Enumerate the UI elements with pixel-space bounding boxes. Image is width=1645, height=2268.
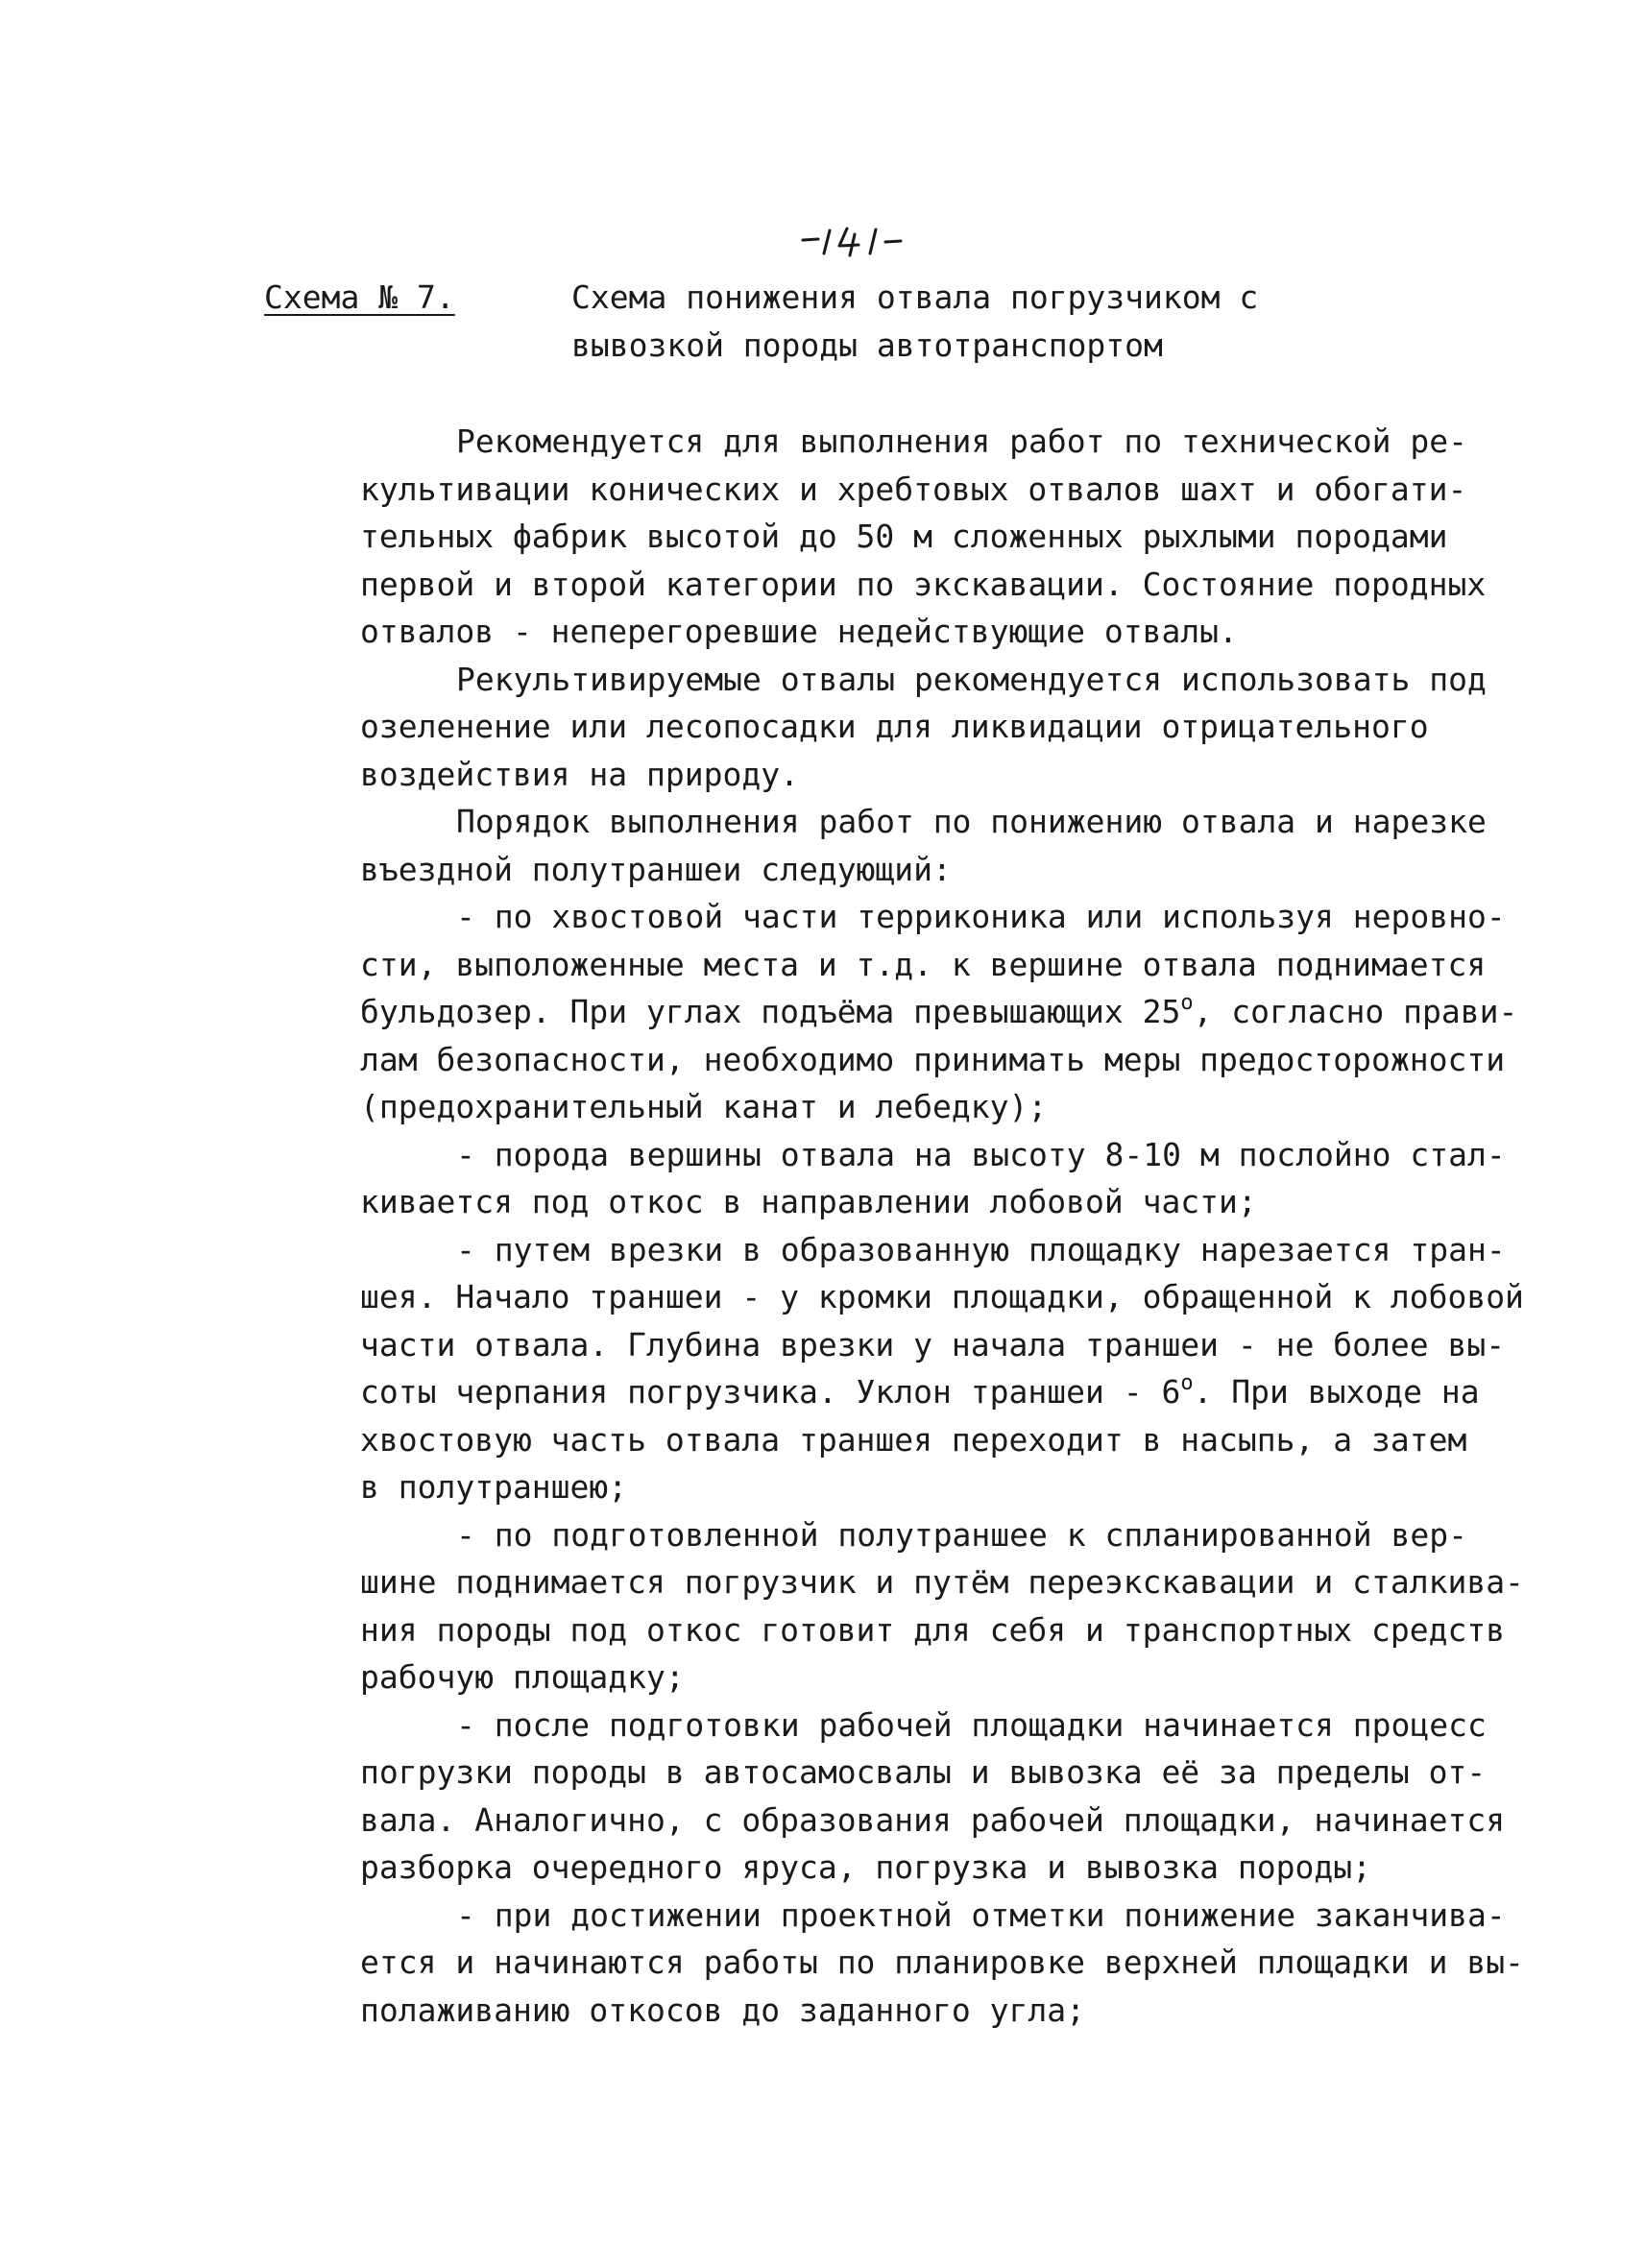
scheme-label: Схема № 7. [264,278,455,316]
text-line: ния породы под откос готовит для себя и транспортных средств [360,1610,1506,1649]
text-line: Рекультивируемые отвалы рекомендуется использовать под [456,660,1487,698]
handwritten-page-number [797,213,951,261]
text-line: сти, выположенные места и т.д. к вершине отвала поднимается [360,945,1487,983]
document-body [264,418,1524,2034]
text-line: лам безопасности, необходимо принимать меры предосторожности [360,1040,1506,1078]
text-line: - по подготовленной полутраншее к спланированной вер- [456,1515,1467,1554]
text-line: (предохранительный канат и лебедку); [360,1088,1048,1125]
text-line: - порода вершины отвала на высоту 8-10 м послойно стал- [456,1135,1506,1173]
text-line: - путем врезки в образованную площадку нарезается тран- [456,1230,1506,1268]
text-line: отвалов - неперегоревшие недействующие отвалы. [360,613,1238,650]
scheme-title-line: Схема понижения отвала погрузчиком с [571,278,1259,316]
text-line: в полутраншею; [360,1468,628,1506]
text-line: культивации конических и хребтовых отвалов шахт и обогати- [360,470,1467,508]
text-line: кивается под откос в направлении лобовой части; [360,1183,1257,1220]
text-line: - при достижении проектной отметки понижение заканчива- [456,1895,1506,1934]
text-line [264,1368,1480,1416]
list-item-bulldozer [264,893,1518,1131]
text-line: ется и начинаются работы по планировке верхней площадки и вы- [360,1943,1524,1981]
list-item-loading [264,1701,1506,1892]
text-line: Рекомендуется для выполнения работ по технической ре- [456,422,1467,460]
scheme-title-line: вывозкой породы автотранспортом [571,326,1163,364]
text-line: разборка очередного яруса, погрузка и вывозка породы; [360,1848,1371,1886]
list-item-layer-push [264,1131,1506,1226]
text-line: погрузки породы в автосамосвалы и вывозка её за пределы от- [360,1753,1487,1791]
text-segment: соты черпания погрузчика. Уклон траншеи - 6 [360,1373,1181,1411]
degree-superscript: о [1180,991,1194,1015]
paragraph-procedure-intro [264,798,1487,893]
text-line: воздействия на природу. [360,755,799,793]
text-line: хвостовую часть отвала траншея переходит в насыпь, а затем [360,1420,1467,1459]
text-line: шине поднимается погрузчик и путём переэкскавации и сталкива- [360,1563,1524,1601]
paragraph-usage [264,656,1487,799]
text-segment: бульдозер. При углах подъёма превышающих 25 [360,993,1181,1030]
text-line [264,988,1518,1036]
text-segment: , согласно прави- [1193,993,1518,1030]
text-line: вала. Аналогично, с образования рабочей площадки, начинается [360,1800,1506,1839]
text-line: - после подготовки рабочей площадки начинается процесс [456,1705,1487,1744]
list-item-final [264,1892,1524,2035]
text-line: - по хвостовой части терриконика или используя неровно- [456,898,1506,935]
text-line: части отвала. Глубина врезки у начала траншеи - не более вы- [360,1325,1506,1363]
text-line: полаживанию откосов до заданного угла; [360,1991,1085,2029]
scheme-title [571,274,1436,370]
paragraph-recommendation [264,418,1487,656]
list-item-loader [264,1511,1524,1701]
text-segment: . При выходе на [1193,1373,1480,1411]
text-line: Порядок выполнения работ по понижению отвала и нарезке [456,803,1487,840]
text-line: озеленение или лесопосадки для ликвидации отрицательного [360,708,1429,745]
text-line: тельных фабрик высотой до 50 м сложенных рыхлыми породами [360,518,1448,555]
text-line: первой и второй категории по экскавации. Состояние породных [360,565,1487,603]
text-line: рабочую площадку; [360,1658,685,1696]
degree-superscript: о [1180,1371,1194,1395]
text-line: въездной полутраншеи следующий: [360,850,952,888]
text-line: шея. Начало траншеи - у кромки площадки, обращенной к лобовой [360,1278,1524,1315]
page-number [797,213,951,261]
list-item-trench [264,1226,1524,1511]
